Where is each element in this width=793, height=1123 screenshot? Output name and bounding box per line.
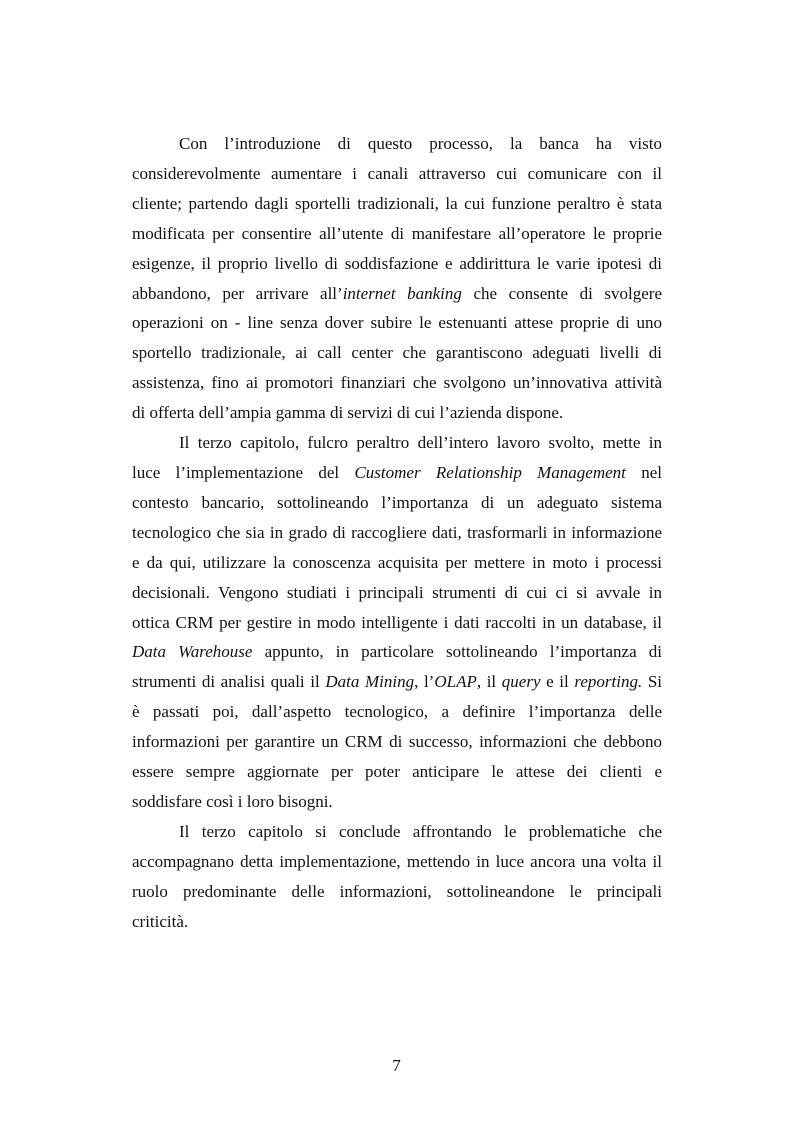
text-run: operazioni on - line senza dover subire le estenuanti attese proprie di uno (132, 313, 662, 333)
text-run: Il terzo capitolo, fulcro peraltro dell’intero lavoro svolto, mette in (179, 433, 662, 453)
paragraph (132, 428, 662, 817)
text-line (132, 608, 662, 638)
text-line (132, 518, 662, 548)
text-line (132, 129, 662, 159)
text-line (132, 159, 662, 189)
italic-term: internet banking (342, 283, 462, 303)
italic-term: Customer Relationship Management (354, 462, 626, 482)
text-line (132, 458, 662, 488)
text-run: Il terzo capitolo si conclude affrontando le problematiche che (179, 821, 662, 841)
text-run: considerevolmente aumentare i canali attraverso cui comunicare con il (132, 163, 662, 183)
text-run: è passati poi, dall’aspetto tecnologico, a definire l’importanza delle (132, 702, 662, 722)
text-run: che consente di svolgere (461, 283, 662, 303)
italic-term: Data Mining (325, 672, 415, 692)
text-line (132, 338, 662, 368)
text-line (132, 757, 662, 787)
text-line (132, 817, 662, 847)
italic-term: Data Warehouse (132, 642, 253, 662)
text-run: informazioni per garantire un CRM di successo, informazioni che debbono (132, 732, 662, 752)
text-line (132, 727, 662, 757)
text-line (132, 548, 662, 578)
paragraph (132, 129, 662, 428)
text-run: e da qui, utilizzare la conoscenza acquisita per mettere in moto i processi (132, 552, 662, 572)
text-line (132, 787, 662, 817)
text-line (132, 697, 662, 727)
italic-term: OLAP (434, 672, 477, 692)
text-run: criticità. (132, 911, 189, 931)
page-number: 7 (392, 1056, 401, 1075)
paragraph (132, 817, 662, 937)
text-run: , il (476, 672, 502, 692)
text-line (132, 308, 662, 338)
text-run: esigenze, il proprio livello di soddisfazione e addirittura le varie ipotesi di (132, 253, 662, 273)
text-run: ruolo predominante delle informazioni, sottolineandone le principali (132, 881, 662, 901)
text-line (132, 249, 662, 279)
text-run: Con l’introduzione di questo processo, la banca ha visto (179, 134, 662, 153)
italic-term: query (501, 672, 541, 692)
text-run: accompagnano detta implementazione, mettendo in luce ancora una volta il (132, 851, 662, 871)
text-run: modificata per consentire all’utente di manifestare all’operatore le proprie (132, 223, 662, 243)
text-line (132, 877, 662, 907)
text-run: decisionali. Vengono studiati i principali strumenti di cui ci si avvale in (132, 582, 662, 602)
text-run: , l’ (414, 672, 435, 692)
text-run: nel (625, 462, 662, 482)
text-run: appunto, in particolare sottolineando l’importanza di (252, 642, 662, 662)
text-run: sportello tradizionale, ai call center che garantiscono adeguati livelli di (132, 343, 662, 363)
text-run: ottica CRM per gestire in modo intelligente i dati raccolti in un database, il (132, 612, 662, 632)
text-line (132, 368, 662, 398)
text-run: contesto bancario, sottolineando l’importanza di un adeguato sistema (132, 492, 662, 512)
text-line (132, 189, 662, 219)
text-run: cliente; partendo dagli sportelli tradizionali, la cui funzione peraltro è stata (132, 193, 662, 213)
text-line (132, 219, 662, 249)
text-line (132, 578, 662, 608)
text-run: soddisfare così i loro bisogni. (132, 791, 333, 811)
document-body (132, 129, 662, 936)
text-run: essere sempre aggiornate per poter anticipare le attese dei clienti e (132, 762, 662, 782)
text-run: Si (642, 672, 662, 692)
text-line (132, 637, 662, 667)
text-line (132, 488, 662, 518)
text-run: strumenti di analisi quali il (132, 672, 326, 692)
text-run: luce l’implementazione del (132, 462, 355, 482)
text-run: e il (540, 672, 575, 692)
text-run: tecnologico che sia in grado di raccogliere dati, trasformarli in informazione (132, 522, 662, 542)
text-run: assistenza, fino ai promotori finanziari che svolgono un’innovativa attività (132, 373, 662, 393)
text-line (132, 847, 662, 877)
italic-term: reporting. (574, 672, 643, 692)
text-line (132, 428, 662, 458)
text-line (132, 279, 662, 309)
text-line (132, 907, 662, 937)
text-line (132, 667, 662, 697)
text-run: di offerta dell’ampia gamma di servizi di cui l’azienda dispone. (132, 403, 564, 423)
text-run: abbandono, per arrivare all’ (132, 283, 343, 303)
text-line (132, 398, 662, 428)
